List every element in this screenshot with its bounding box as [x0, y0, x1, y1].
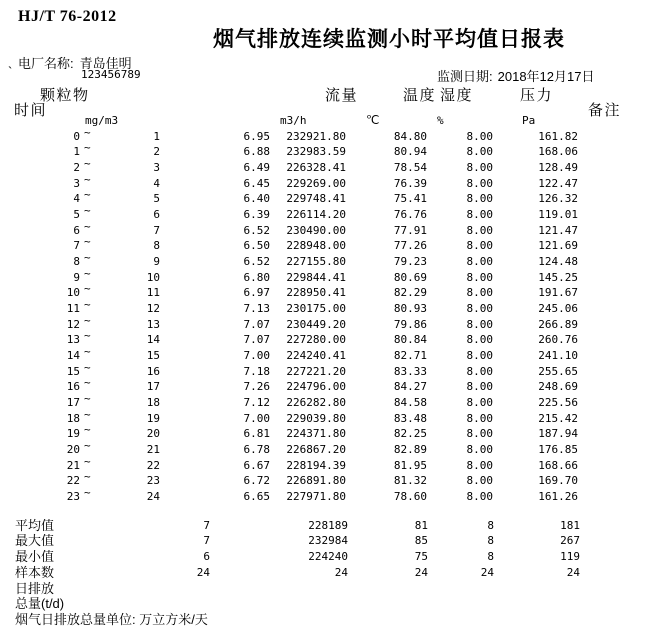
summary-dust-value: 6: [203, 550, 210, 563]
humidity-value: 8.00: [466, 254, 493, 268]
flow-value: 228948.00: [286, 239, 346, 253]
plant-name-label: 电厂名称:: [18, 56, 74, 71]
temperature-value: 82.71: [393, 348, 427, 362]
flow-value: 224796.00: [286, 380, 346, 394]
humidity-value: 8.00: [466, 270, 493, 284]
unit-humidity: %: [437, 114, 444, 127]
humidity-value: 8.00: [466, 427, 493, 441]
hour-end: 4: [153, 176, 160, 190]
summary-rows: [0, 518, 650, 581]
humidity-value: 8.00: [466, 145, 493, 159]
dust-value: 6.72: [243, 474, 270, 488]
humidity-value: 8.00: [466, 317, 493, 331]
hour-start: 11: [66, 301, 80, 315]
unit-dust: mg/m3: [85, 114, 119, 127]
monitor-date-label: 监测日期:: [437, 69, 493, 84]
hour-end: 21: [146, 442, 160, 456]
dust-value: 6.65: [243, 489, 270, 503]
summary-label: 最大值: [15, 533, 55, 549]
unit-temperature: ℃: [366, 113, 380, 127]
flow-value: 230490.00: [286, 223, 346, 237]
flow-value: 226328.41: [286, 160, 346, 174]
dust-value: 6.80: [243, 270, 270, 284]
temperature-value: 80.94: [393, 145, 427, 159]
pressure-value: 187.94: [538, 427, 578, 441]
hour-end: 5: [153, 192, 160, 206]
temperature-value: 82.89: [393, 442, 427, 456]
pressure-value: 215.42: [538, 411, 578, 425]
humidity-value: 8.00: [466, 301, 493, 315]
temperature-value: 80.93: [393, 301, 427, 315]
pressure-value: 266.89: [538, 317, 578, 331]
temperature-value: 81.32: [393, 474, 427, 488]
pressure-value: 121.69: [538, 239, 578, 253]
column-header-flow: 流量: [325, 87, 359, 104]
tilde-separator: ~: [84, 156, 91, 170]
humidity-value: 8.00: [466, 489, 493, 503]
pressure-value: 119.01: [538, 207, 578, 221]
pressure-value: 161.26: [538, 489, 578, 503]
pressure-value: 126.32: [538, 192, 578, 206]
summary-flow-value: 232984: [308, 534, 348, 548]
pressure-value: 245.06: [538, 301, 578, 315]
hour-start: 21: [66, 458, 80, 472]
dust-value: 7.07: [243, 333, 270, 347]
summary-row: [0, 549, 650, 565]
temperature-value: 77.91: [393, 223, 427, 237]
pressure-value: 122.47: [538, 176, 578, 190]
temperature-value: 77.26: [393, 239, 427, 253]
dust-value: 7.07: [243, 317, 270, 331]
hour-start: 16: [66, 380, 80, 394]
temperature-value: 75.41: [393, 192, 427, 206]
temperature-value: 84.27: [393, 380, 427, 394]
hour-end: 11: [146, 286, 160, 300]
pressure-value: 124.48: [538, 254, 578, 268]
hour-end: 18: [146, 395, 160, 409]
pressure-value: 128.49: [538, 160, 578, 174]
stray-backtick-mark: `: [8, 64, 13, 79]
summary-flow-value: 24: [334, 565, 348, 579]
hour-end: 22: [146, 458, 160, 472]
flow-value: 228194.39: [286, 458, 346, 472]
hour-start: 4: [73, 192, 80, 206]
humidity-value: 8.00: [466, 192, 493, 206]
tilde-separator: ~: [84, 407, 91, 421]
summary-dust-value: 7: [203, 534, 210, 548]
tilde-separator: ~: [84, 297, 91, 311]
monitor-date-value: 2018年12月17日: [497, 69, 595, 84]
hour-end: 8: [153, 239, 160, 253]
hour-end: 9: [153, 254, 160, 268]
humidity-value: 8.00: [466, 458, 493, 472]
hour-end: 24: [146, 489, 160, 503]
dust-value: 6.50: [243, 239, 270, 253]
flow-value: 230175.00: [286, 301, 346, 315]
column-header-humidity: 湿度: [440, 87, 474, 104]
dust-value: 6.81: [243, 427, 270, 441]
pressure-value: 145.25: [538, 270, 578, 284]
dust-value: 6.40: [243, 192, 270, 206]
temperature-value: 76.76: [393, 207, 427, 221]
tilde-separator: ~: [84, 125, 91, 139]
temperature-value: 82.25: [393, 427, 427, 441]
tilde-separator: ~: [84, 329, 91, 343]
unit-flow: m3/h: [280, 114, 307, 127]
tilde-separator: ~: [84, 344, 91, 358]
humidity-value: 8.00: [466, 411, 493, 425]
summary-row: [0, 533, 650, 549]
summary-temperature-value: 85: [414, 534, 428, 548]
pressure-value: 169.70: [538, 474, 578, 488]
report-title: 烟气排放连续监测小时平均值日报表: [213, 28, 565, 51]
plant-name-value: 青岛佳明: [79, 56, 132, 71]
hour-start: 14: [66, 348, 80, 362]
flow-value: 227280.00: [286, 333, 346, 347]
humidity-value: 8.00: [466, 223, 493, 237]
daily-emission-label: 日排放: [15, 580, 55, 596]
tilde-separator: ~: [84, 391, 91, 405]
hour-start: 3: [73, 176, 80, 190]
summary-pressure-value: 267: [560, 534, 580, 548]
hour-end: 6: [153, 207, 160, 221]
footer-notes: [0, 581, 650, 628]
hour-end: 14: [146, 333, 160, 347]
summary-flow-value: 224240: [308, 550, 348, 563]
summary-temperature-value: 24: [414, 565, 428, 579]
hour-start: 8: [73, 254, 80, 268]
summary-label: 平均值: [15, 517, 55, 533]
unit-pressure: Pa: [522, 114, 536, 127]
pressure-value: 168.66: [538, 458, 578, 472]
summary-dust-value: 7: [203, 518, 210, 532]
humidity-value: 8.00: [466, 176, 493, 190]
dust-value: 6.39: [243, 207, 270, 221]
hour-start: 12: [66, 317, 80, 331]
hour-start: 10: [66, 286, 80, 300]
tilde-separator: ~: [84, 438, 91, 452]
flow-value: 227971.80: [286, 489, 346, 503]
dust-value: 7.00: [243, 348, 270, 362]
hour-start: 0: [73, 129, 80, 143]
pressure-value: 255.65: [538, 364, 578, 378]
summary-pressure-value: 181: [560, 518, 580, 532]
temperature-value: 84.58: [393, 395, 427, 409]
flow-value: 226867.20: [286, 442, 346, 456]
tilde-separator: ~: [84, 188, 91, 202]
temperature-value: 82.29: [393, 286, 427, 300]
humidity-value: 8.00: [466, 364, 493, 378]
flow-value: 226282.80: [286, 395, 346, 409]
humidity-value: 8.00: [466, 442, 493, 456]
hour-end: 16: [146, 364, 160, 378]
tilde-separator: ~: [84, 172, 91, 186]
hour-end: 1: [153, 129, 160, 143]
hour-start: 2: [73, 160, 80, 174]
monitor-date-line: [437, 66, 594, 85]
hour-start: 1: [73, 145, 80, 159]
hour-end: 12: [146, 301, 160, 315]
dust-value: 6.45: [243, 176, 270, 190]
temperature-value: 80.69: [393, 270, 427, 284]
summary-row: [0, 518, 650, 534]
flow-value: 229844.41: [286, 270, 346, 284]
summary-row: [0, 565, 650, 581]
hour-end: 19: [146, 411, 160, 425]
column-header-time: 时间: [14, 102, 48, 119]
dust-value: 6.88: [243, 145, 270, 159]
pressure-value: 121.47: [538, 223, 578, 237]
summary-flow-value: 228189: [308, 518, 348, 532]
pressure-value: 168.06: [538, 145, 578, 159]
flow-value: 228950.41: [286, 286, 346, 300]
humidity-value: 8.00: [466, 333, 493, 347]
temperature-value: 79.23: [393, 254, 427, 268]
temperature-value: 81.95: [393, 458, 427, 472]
flue-gas-total-unit-note: 烟气日排放总量单位: 万立方米/天: [15, 612, 208, 628]
hour-start: 13: [66, 333, 80, 347]
temperature-value: 80.84: [393, 333, 427, 347]
hour-start: 22: [66, 474, 80, 488]
hour-end: 10: [146, 270, 160, 284]
tilde-separator: ~: [84, 423, 91, 437]
tilde-separator: ~: [84, 485, 91, 499]
tilde-separator: ~: [84, 235, 91, 249]
dust-value: 6.95: [243, 129, 270, 143]
column-header-dust: 颗粒物: [40, 87, 90, 104]
hour-end: 7: [153, 223, 160, 237]
plant-code: 123456789: [81, 68, 141, 81]
hour-end: 23: [146, 474, 160, 488]
dust-value: 6.67: [243, 458, 270, 472]
hour-start: 19: [66, 427, 80, 441]
flow-value: 229039.80: [286, 411, 346, 425]
hour-end: 20: [146, 427, 160, 441]
summary-humidity-value: 8: [487, 534, 494, 548]
dust-value: 7.18: [243, 364, 270, 378]
pressure-value: 260.76: [538, 333, 578, 347]
dust-value: 7.00: [243, 411, 270, 425]
total-amount-label: 总量(t/d): [15, 596, 65, 612]
tilde-separator: ~: [84, 376, 91, 390]
temperature-value: 78.54: [393, 160, 427, 174]
hourly-rows: [0, 125, 650, 505]
pressure-value: 191.67: [538, 286, 578, 300]
temperature-value: 83.48: [393, 411, 427, 425]
humidity-value: 8.00: [466, 348, 493, 362]
humidity-value: 8.00: [466, 129, 493, 143]
hour-end: 3: [153, 160, 160, 174]
temperature-value: 79.86: [393, 317, 427, 331]
hour-start: 18: [66, 411, 80, 425]
summary-pressure-value: 119: [560, 550, 580, 563]
tilde-separator: ~: [84, 250, 91, 264]
dust-value: 7.12: [243, 395, 270, 409]
column-header-pressure: 压力: [520, 87, 554, 104]
summary-temperature-value: 75: [414, 550, 428, 563]
hour-start: 6: [73, 223, 80, 237]
hour-start: 7: [73, 239, 80, 253]
hour-end: 17: [146, 380, 160, 394]
hourly-row: [0, 485, 650, 505]
dust-value: 7.13: [243, 301, 270, 315]
flow-value: 232921.80: [286, 129, 346, 143]
temperature-value: 84.80: [393, 129, 427, 143]
tilde-separator: ~: [84, 313, 91, 327]
flow-value: 224240.41: [286, 348, 346, 362]
hour-end: 15: [146, 348, 160, 362]
hour-start: 15: [66, 364, 80, 378]
flow-value: 230449.20: [286, 317, 346, 331]
hour-end: 2: [153, 145, 160, 159]
tilde-separator: ~: [84, 282, 91, 296]
summary-humidity-value: 24: [480, 565, 494, 579]
tilde-separator: ~: [84, 203, 91, 217]
humidity-value: 8.00: [466, 474, 493, 488]
summary-temperature-value: 81: [414, 518, 428, 532]
hour-start: 17: [66, 395, 80, 409]
humidity-value: 8.00: [466, 286, 493, 300]
hour-start: 9: [73, 270, 80, 284]
humidity-value: 8.00: [466, 395, 493, 409]
pressure-value: 225.56: [538, 395, 578, 409]
humidity-value: 8.00: [466, 160, 493, 174]
flow-value: 224371.80: [286, 427, 346, 441]
dust-value: 6.49: [243, 160, 270, 174]
column-header-temperature: 温度: [403, 87, 437, 104]
pressure-value: 176.85: [538, 442, 578, 456]
pressure-value: 241.10: [538, 348, 578, 362]
dust-value: 6.97: [243, 286, 270, 300]
hour-end: 13: [146, 317, 160, 331]
tilde-separator: ~: [84, 360, 91, 374]
dust-value: 6.78: [243, 442, 270, 456]
pressure-value: 161.82: [538, 129, 578, 143]
summary-humidity-value: 8: [487, 550, 494, 563]
humidity-value: 8.00: [466, 207, 493, 221]
hour-start: 5: [73, 207, 80, 221]
hour-start: 20: [66, 442, 80, 456]
temperature-value: 83.33: [393, 364, 427, 378]
flow-value: 227155.80: [286, 254, 346, 268]
flow-value: 229269.00: [286, 176, 346, 190]
humidity-value: 8.00: [466, 380, 493, 394]
flow-value: 226891.80: [286, 474, 346, 488]
temperature-value: 76.39: [393, 176, 427, 190]
dust-value: 6.52: [243, 254, 270, 268]
temperature-value: 78.60: [393, 489, 427, 503]
flow-value: 227221.20: [286, 364, 346, 378]
tilde-separator: ~: [84, 454, 91, 468]
flow-value: 232983.59: [286, 145, 346, 159]
dust-value: 6.52: [243, 223, 270, 237]
column-header-remark: 备注: [588, 102, 622, 119]
tilde-separator: ~: [84, 219, 91, 233]
humidity-value: 8.00: [466, 239, 493, 253]
flow-value: 229748.41: [286, 192, 346, 206]
summary-label: 最小值: [15, 549, 55, 564]
summary-dust-value: 24: [196, 565, 210, 579]
flow-value: 226114.20: [286, 207, 346, 221]
pressure-value: 248.69: [538, 380, 578, 394]
summary-label: 样本数: [15, 564, 55, 580]
summary-humidity-value: 8: [487, 518, 494, 532]
tilde-separator: ~: [84, 470, 91, 484]
tilde-separator: ~: [84, 266, 91, 280]
summary-pressure-value: 24: [566, 565, 580, 579]
standard-number: HJ/T 76-2012: [18, 8, 117, 25]
hour-start: 23: [66, 489, 80, 503]
tilde-separator: ~: [84, 141, 91, 155]
dust-value: 7.26: [243, 380, 270, 394]
